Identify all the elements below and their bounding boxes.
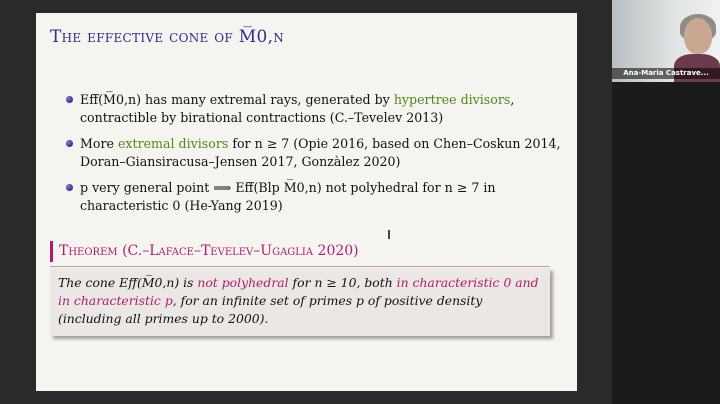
video-panel bbox=[612, 0, 720, 404]
bullet-icon bbox=[66, 184, 73, 191]
highlight-term: hypertree divisors bbox=[393, 92, 511, 107]
bullet-text: , contractible by birational contractions (C.–Tevelev 2013) bbox=[80, 92, 515, 125]
bullet-item bbox=[64, 91, 564, 127]
theorem-emphasis: in characteristic 0 and in characteristic p bbox=[58, 275, 539, 308]
bullet-icon bbox=[66, 96, 73, 103]
theorem-text: , for an infinite set of primes p of positive density (including all primes up to 2000). bbox=[58, 293, 483, 326]
bullet-text: p very general point ⟹ Eff̅(Blp M̅0,n) not polyhedral for n ≥ 7 in characteristic 0 (He-Yang 2019) bbox=[80, 180, 496, 213]
bullet-item bbox=[64, 179, 564, 215]
theorem-block bbox=[50, 241, 550, 331]
bullet-item bbox=[64, 135, 564, 171]
divider bbox=[50, 266, 550, 267]
theorem-emphasis: not polyhedral bbox=[197, 275, 289, 290]
bullet-text: for n ≥ 7 (Opie 2016, based on Chen–Coskun 2014, Doran–Giansiracusa–Jensen 2017, Gonzàlez 2020) bbox=[80, 136, 561, 169]
theorem-heading: Theorem (C.–Laface–Tevelev–Ugaglia 2020) bbox=[50, 241, 550, 262]
theorem-text: The cone Eff̅(M̅0,n) is bbox=[58, 275, 198, 290]
presentation-slide bbox=[36, 13, 577, 391]
slide-title: The effective cone of M̅0,n bbox=[50, 27, 285, 47]
bullet-text: More bbox=[80, 136, 118, 151]
theorem-body bbox=[50, 268, 550, 336]
bullet-icon bbox=[66, 140, 73, 147]
highlight-term: extremal divisors bbox=[117, 136, 229, 151]
bullet-list bbox=[64, 91, 564, 223]
theorem-text: for n ≥ 10, both bbox=[288, 275, 397, 290]
participant-name: Ana-Maria Castrave... bbox=[612, 68, 720, 79]
avatar bbox=[684, 18, 712, 54]
participant-video[interactable] bbox=[612, 0, 720, 82]
text-cursor-icon bbox=[388, 230, 390, 239]
bullet-text: Eff̅(M̅0,n) has many extremal rays, generated by bbox=[80, 92, 394, 107]
